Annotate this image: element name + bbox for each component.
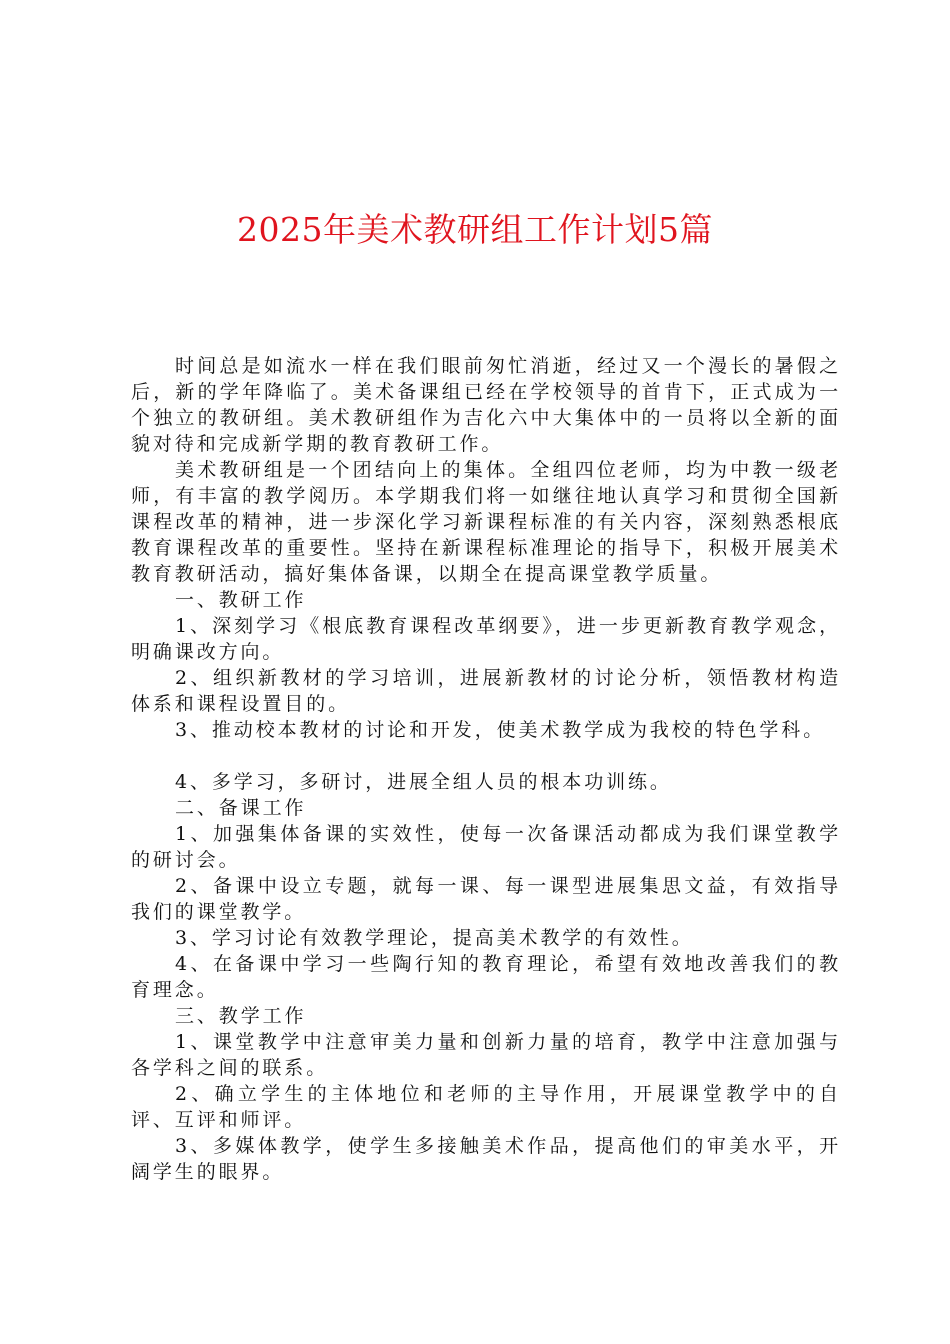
list-item: 3、推动校本教材的讨论和开发，使美术教学成为我校的特色学科。 [175, 719, 826, 741]
paragraph-group-intro: 美术教研组是一个团结向上的集体。全组四位老师，均为中教一级老师，有丰富的教学阅历。本学期我们将一如继往地认真学习和贯彻全国新课程改革的精神，进一步深化学习新课程标准的有关内容，深刻熟悉根底教育课程改革的重要性。坚持在新课程标准理论的指导下，积极开展美术教育教研活动，搞好集体备课，以期全在提高课堂教学质量。 [131, 459, 841, 585]
list-item: 2、确立学生的主体地位和老师的主导作用，开展课堂教学中的自评、互评和师评。 [131, 1083, 841, 1131]
list-item: 4、多学习，多研讨，进展全组人员的根本功训练。 [175, 771, 672, 793]
list-item: 1、课堂教学中注意审美力量和创新力量的培育，教学中注意加强与各学科之间的联系。 [131, 1031, 841, 1079]
list-item: 4、在备课中学习一些陶行知的教育理论，希望有效地改善我们的教育理念。 [131, 953, 841, 1001]
section-heading-teaching: 三、教学工作 [175, 1005, 307, 1027]
section-heading-research: 一、教研工作 [175, 589, 307, 611]
paragraph-intro: 时间总是如流水一样在我们眼前匆忙消逝，经过又一个漫长的暑假之后，新的学年降临了。美术备课组已经在学校领导的首肯下，正式成为一个独立的教研组。美术教研组作为吉化六中大集体中的一员将以全新的面貌对待和完成新学期的教育教研工作。 [131, 355, 841, 455]
document-title: 2025年美术教研组工作计划5篇 [237, 210, 713, 249]
list-item: 3、多媒体教学，使学生多接触美术作品，提高他们的审美水平，开阔学生的眼界。 [131, 1135, 841, 1183]
section-heading-lesson-prep: 二、备课工作 [175, 797, 307, 819]
list-item: 1、加强集体备课的实效性，使每一次备课活动都成为我们课堂教学的研讨会。 [131, 823, 841, 871]
list-item: 2、组织新教材的学习培训，进展新教材的讨论分析，领悟教材构造体系和课程设置目的。 [131, 667, 841, 715]
document-body [131, 353, 841, 1185]
list-item: 2、备课中设立专题，就每一课、每一课型进展集思文益，有效指导我们的课堂教学。 [131, 875, 841, 923]
list-item: 3、学习讨论有效教学理论，提高美术教学的有效性。 [175, 927, 694, 949]
list-item: 1、深刻学习《根底教育课程改革纲要》，进一步更新教育教学观念，明确课改方向。 [131, 615, 841, 663]
